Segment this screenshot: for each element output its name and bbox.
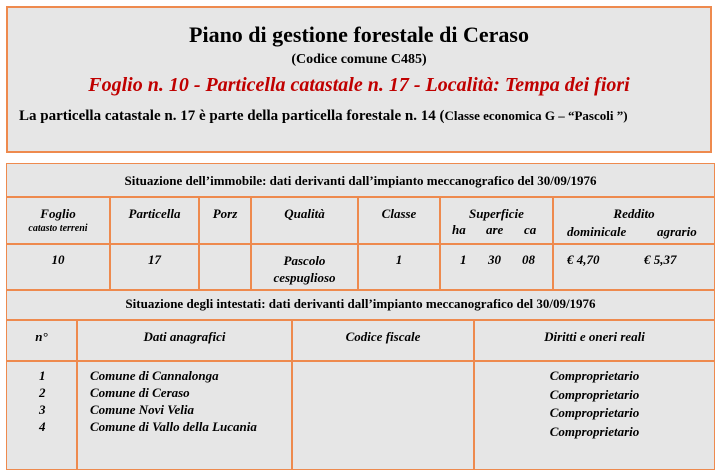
- parcel-heading: Foglio n. 10 - Particella catastale n. 17 - Località: Tempa dei fiori: [88, 74, 630, 96]
- header-codice: [292, 320, 474, 361]
- row-classe: [358, 244, 440, 290]
- owner-diritti-1: Comproprietario: [549, 368, 640, 383]
- row-porz: [199, 244, 251, 290]
- row-superficie: [440, 244, 553, 290]
- header-porz-label: Porz: [212, 206, 238, 221]
- row-classe-value: 1: [395, 252, 403, 267]
- municipality-code: (Codice comune C485): [291, 52, 427, 67]
- parcel-description: [19, 108, 628, 125]
- row-particella: [110, 244, 199, 290]
- row-qualita-line2: cespuglioso: [273, 270, 336, 285]
- header-n: [6, 320, 77, 361]
- immobile-title-text: Situazione dell’immobile: dati derivanti dall’impianto meccanografico del 30/09/1976: [124, 173, 597, 188]
- owners-diritti-cell: [474, 361, 715, 470]
- owner-name-3: Comune Novi Velia: [90, 402, 195, 417]
- row-sup-are: 30: [488, 252, 501, 267]
- header-reddito: [553, 197, 715, 244]
- header-sup-are: are: [486, 222, 504, 237]
- header-dati-label: Dati anagrafici: [143, 329, 226, 344]
- owner-diritti-2: Comproprietario: [549, 387, 640, 402]
- header-sup-ha: ha: [452, 222, 466, 237]
- description-class: Classe economica G – “Pascoli ”): [444, 108, 628, 123]
- owner-n-2: 2: [39, 385, 46, 400]
- row-reddito: [553, 244, 715, 290]
- header-qualita-label: Qualità: [284, 206, 325, 221]
- owner-n-3: 3: [39, 402, 46, 417]
- owner-diritti-4: Comproprietario: [549, 424, 640, 439]
- row-foglio-value: 10: [51, 252, 65, 267]
- header-n-label: n°: [35, 329, 48, 344]
- row-qualita-line1: Pascolo: [283, 253, 326, 268]
- header-dati: [77, 320, 292, 361]
- header-classe: [358, 197, 440, 244]
- row-sup-ha: 1: [460, 252, 467, 267]
- row-particella-value: 17: [148, 252, 161, 267]
- owners-name-cell: [77, 361, 292, 470]
- row-sup-ca: 08: [522, 252, 535, 267]
- header-agrario: agrario: [657, 224, 697, 239]
- header-porz: [199, 197, 251, 244]
- header-reddito-label: Reddito: [613, 206, 655, 221]
- header-qualita: [251, 197, 358, 244]
- row-dominicale-value: € 4,70: [567, 252, 600, 267]
- owner-name-2: Comune di Ceraso: [90, 385, 190, 400]
- immobile-section-title: [6, 163, 715, 197]
- header-box: [6, 6, 712, 153]
- header-particella-label: Particella: [128, 206, 181, 221]
- owner-name-4: Comune di Vallo della Lucania: [90, 419, 257, 434]
- owners-n-cell: [6, 361, 77, 470]
- owners-codice-cell: [292, 361, 474, 470]
- intestati-section-title: [6, 290, 715, 320]
- header-sup-ca: ca: [524, 222, 537, 237]
- header-superficie: [440, 197, 553, 244]
- header-particella: [110, 197, 199, 244]
- owner-n-4: 4: [39, 419, 46, 434]
- header-classe-label: Classe: [381, 206, 417, 221]
- row-agrario-value: € 5,37: [644, 252, 677, 267]
- row-foglio: [6, 244, 110, 290]
- header-codice-label: Codice fiscale: [345, 329, 421, 344]
- row-qualita: [251, 244, 358, 290]
- page-title: Piano di gestione forestale di Ceraso: [189, 22, 529, 47]
- intestati-title-text: Situazione degli intestati: dati derivanti dall’impianto meccanografico del 30/09/1976: [125, 296, 596, 311]
- description-main: La particella catastale n. 17 è parte della particella forestale n. 14 (: [19, 108, 445, 124]
- owner-name-1: Comune di Cannalonga: [90, 368, 219, 383]
- header-diritti: [474, 320, 715, 361]
- header-dominicale: dominicale: [567, 224, 627, 239]
- header-diritti-label: Diritti e oneri reali: [544, 329, 645, 344]
- header-foglio: [6, 197, 110, 244]
- header-foglio-label: Foglio: [40, 206, 76, 221]
- header-foglio-sub: catasto terreni: [28, 223, 88, 234]
- header-superficie-label: Superficie: [469, 206, 524, 221]
- owner-diritti-3: Comproprietario: [549, 405, 640, 420]
- owner-n-1: 1: [39, 368, 46, 383]
